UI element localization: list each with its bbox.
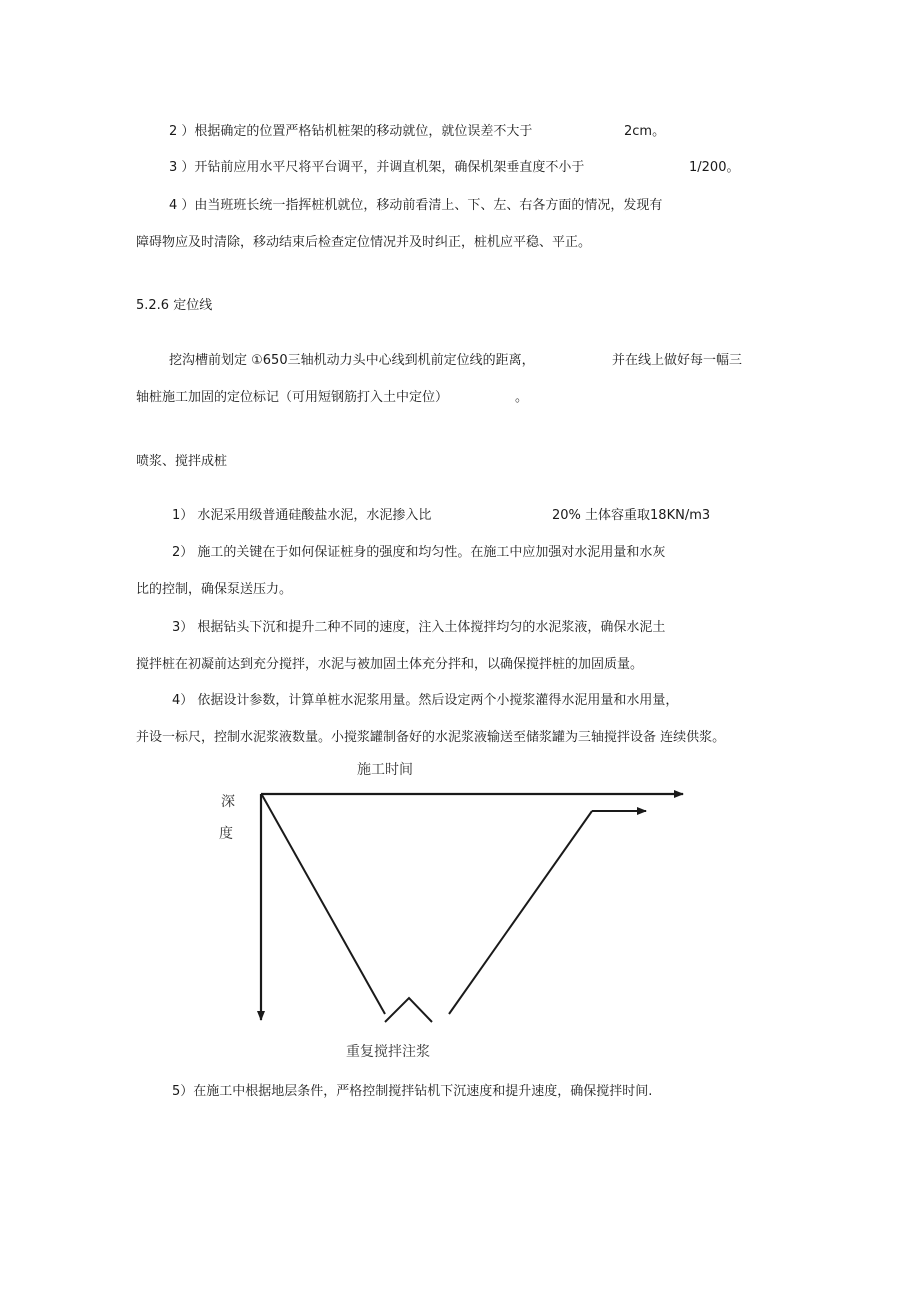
descent-line xyxy=(262,795,385,1014)
step-3-text: 3 ）开钻前应用水平尺将平台调平，并调直机架，确保机架垂直度不小于 xyxy=(169,160,585,175)
item-1-value: 20% 土体容重取18KN/m3 xyxy=(552,508,711,523)
ascent-line xyxy=(449,811,592,1014)
positioning-text: 挖沟槽前划定 ①650三轴机动力头中心线到机前定位线的距离， xyxy=(169,353,535,368)
step-3-value: 1/200。 xyxy=(689,160,740,175)
item-2-text: 2） 施工的关键在于如何保证桩身的强度和均匀性。在施工中应加强对水泥用量和水灰 xyxy=(172,545,666,560)
positioning-text-tail: 并在线上做好每一幅三 xyxy=(612,353,743,368)
item-2-continuation: 比的控制，确保泵送压力。 xyxy=(136,582,293,597)
item-1-text: 1） 水泥采用级普通硅酸盐水泥，水泥掺入比 xyxy=(172,508,432,523)
section-heading-526: 5.2.6 定位线 xyxy=(136,298,213,313)
positioning-period: 。 xyxy=(515,390,529,405)
item-3-text: 3） 根据钻头下沉和提升二种不同的速度，注入土体搅拌均匀的水泥浆液，确保水泥土 xyxy=(172,620,666,635)
x-axis-label: 施工时间 xyxy=(357,762,413,778)
item-4-continuation: 并设一标尺，控制水泥浆液数量。小搅浆罐制备好的水泥浆液输送至储浆罐为三轴搅拌设备 连续供浆。 xyxy=(136,730,726,745)
y-axis-label-2: 度 xyxy=(219,826,233,842)
item-3-continuation: 搅拌桩在初凝前达到充分搅拌，水泥与被加固土体充分拌和，以确保搅拌桩的加固质量。 xyxy=(136,657,644,672)
item-4-text: 4） 依据设计参数，计算单桩水泥浆用量。然后设定两个小搅浆灌得水泥用量和水用量， xyxy=(172,693,679,708)
repeat-mix-peak xyxy=(385,998,432,1022)
step-4-continuation: 障碍物应及时清除，移动结束后检查定位情况并及时纠正，桩机应平稳、平正。 xyxy=(136,235,592,250)
y-axis-label-1: 深 xyxy=(221,794,235,810)
step-2-text: 2 ）根据确定的位置严格钻机桩架的移动就位，就位误差不大于 xyxy=(169,124,533,139)
step-2-value: 2cm。 xyxy=(624,124,666,139)
item-5-text: 5）在施工中根据地层条件，严格控制搅拌钻机下沉速度和提升速度，确保搅拌时间. xyxy=(172,1084,653,1099)
positioning-continuation: 轴桩施工加固的定位标记（可用短钢筋打入土中定位） xyxy=(136,390,449,405)
step-4-text: 4 ）由当班班长统一指挥桩机就位，移动前看清上、下、左、右各方面的情况，发现有 xyxy=(169,198,663,213)
section-heading-spray: 喷浆、搅拌成桩 xyxy=(136,454,228,469)
bottom-label: 重复搅拌注浆 xyxy=(346,1044,430,1060)
